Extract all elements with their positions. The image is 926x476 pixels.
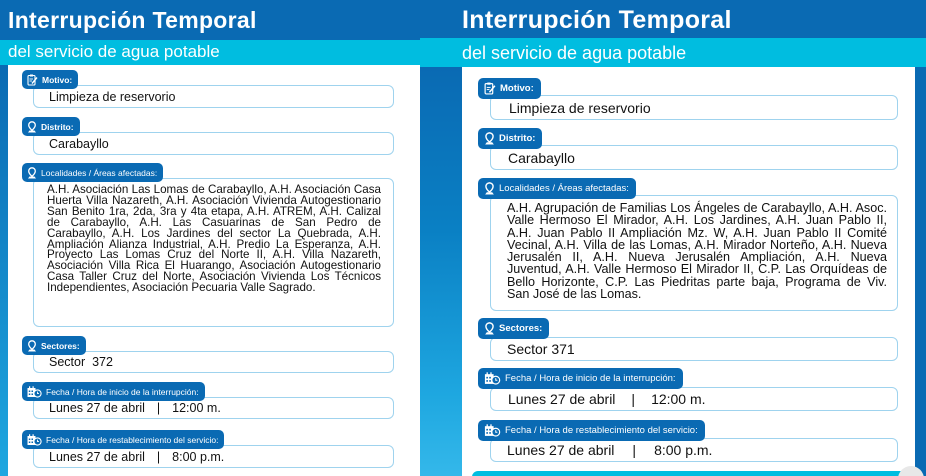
inicio-box	[490, 387, 898, 411]
distrito-box	[33, 132, 394, 155]
localidades-label: Localidades / Áreas afectadas:	[41, 167, 158, 178]
notice-subtitle: del servicio de agua potable	[0, 40, 420, 65]
sectores-box	[33, 351, 394, 373]
restablecimiento-label: Fecha / Hora de restablecimiento del servicio:	[505, 425, 698, 436]
side-strip	[420, 67, 462, 476]
inicio-label: Fecha / Hora de inicio de la interrupción:	[46, 386, 199, 397]
sectores-box	[490, 337, 898, 361]
sectores-value: Sector 372	[49, 355, 113, 369]
right-edge-strip	[915, 67, 926, 476]
inicio-label-tab	[478, 368, 683, 389]
location-pin-icon	[484, 322, 495, 335]
localidades-box	[33, 178, 394, 327]
distrito-value: Carabayllo	[49, 137, 109, 151]
motivo-box	[33, 85, 394, 108]
restablecimiento-label: Fecha / Hora de restablecimiento del servicio:	[46, 434, 219, 445]
side-strip	[0, 65, 8, 476]
separator: |	[631, 391, 636, 407]
notice-title: Interrupción Temporal	[0, 0, 420, 40]
notice-card-left	[0, 0, 420, 476]
separator: |	[156, 401, 161, 415]
sectores-label: Sectores:	[41, 340, 80, 351]
distrito-box	[490, 145, 898, 170]
restablecimiento-label-tab	[478, 420, 705, 441]
localidades-label: Localidades / Áreas afectadas:	[499, 183, 629, 194]
motivo-label-tab	[478, 78, 541, 99]
inicio-label-tab	[22, 382, 205, 401]
motivo-box	[490, 95, 898, 120]
location-pin-icon	[27, 167, 37, 179]
inicio-label: Fecha / Hora de inicio de la interrupción:	[505, 373, 676, 384]
localidades-label-tab	[478, 178, 636, 199]
restablecimiento-label-tab	[22, 430, 224, 449]
sectores-label: Sectores:	[499, 323, 543, 334]
sectores-label-tab	[22, 336, 86, 355]
localidades-value: A.H. Agrupación de Familias Los Ángeles de Carabayllo, A.H. Asoc. Valle Hermoso El Mirador, A.H. Los Jardines, A.H. Juan Pablo II, A.H. Juan Pablo II Ampliación Mz. W, A.H. Juan Pablo II Comité Vecinal, A.H. Villa de las Lomas, A.H. Mirador Norteño, A.H. Nueva Jerusalén II, A.H. Nueva Jerusalén Ampliación, A.H. Nueva Juventud, A.H. Valle Hermoso El Mirador II, C.P. Las Orquídeas de Bello Horizonte, C.P. Las Piedritas parte baja, Programa de Viv. San José de las Lomas.	[507, 201, 887, 302]
calendar-clock-icon	[484, 424, 501, 437]
distrito-label-tab	[478, 128, 542, 149]
motivo-label: Motivo:	[42, 74, 73, 85]
restablecimiento-box	[490, 438, 898, 462]
calendar-clock-icon	[484, 372, 501, 385]
sectores-value: Sector 371	[507, 341, 575, 357]
inicio-time: 12:00 m.	[651, 391, 706, 407]
inicio-date: Lunes 27 de abril	[49, 401, 145, 415]
distrito-label-tab	[22, 117, 80, 136]
calendar-clock-icon	[27, 434, 42, 446]
motivo-label-tab	[22, 70, 78, 89]
location-pin-icon	[484, 182, 495, 195]
inicio-date: Lunes 27 de abril	[508, 391, 616, 407]
separator: |	[156, 450, 161, 464]
separator: |	[632, 442, 637, 458]
inicio-value	[49, 401, 221, 415]
localidades-box	[490, 195, 898, 311]
distrito-label: Distrito:	[41, 121, 74, 132]
notice-card-right	[420, 0, 926, 476]
inicio-time: 12:00 m.	[172, 401, 221, 415]
clipboard-edit-icon	[484, 82, 496, 95]
motivo-label: Motivo:	[500, 83, 534, 94]
distrito-value: Carabayllo	[508, 150, 575, 166]
notice-subtitle: del servicio de agua potable	[420, 38, 926, 67]
location-pin-icon	[27, 121, 37, 133]
restablecimiento-date: Lunes 27 de abril	[507, 442, 615, 458]
restablecimiento-date: Lunes 27 de abril	[49, 450, 145, 464]
motivo-value: Limpieza de reservorio	[509, 100, 651, 116]
localidades-label-tab	[22, 163, 163, 182]
calendar-clock-icon	[27, 386, 42, 398]
restablecimiento-time: 8:00 p.m.	[172, 450, 225, 464]
restablecimiento-time: 8:00 p.m.	[654, 442, 713, 458]
location-pin-icon	[484, 132, 495, 145]
restablecimiento-value	[507, 442, 712, 458]
clipboard-edit-icon	[27, 74, 38, 86]
footer-bar	[472, 471, 912, 476]
localidades-value: A.H. Asociación Las Lomas de Carabayllo, A.H. Asociación Casa Huerta Villa Nazareth, A.H. Asociación Vivienda Autogestionario San Benito 1ra, 2da, 3ra y 4ta etapa, A.H. ATREM, A.H. Calizal de Carabayllo, A.H. Las Casuarinas de San Pedro de Carabayllo, A.H. Los Jardines del sector La Quebrada, A.H. Ampliación Alianza Industrial, A.H. Predio La Esperanza, A.H. Proyecto Las Lomas Cruz del Norte II, A.H. Villa Nazareth, Asociación Villa Rica El Huarango, Asociación Autogestionario Casa Taller Cruz del Norte, Asociación Vivienda Los Técnicos Independientes, Asociación Pecuaria Valle Sagrado.	[47, 183, 381, 295]
notice-title: Interrupción Temporal	[420, 0, 926, 38]
restablecimiento-value	[49, 450, 224, 464]
inicio-value	[508, 391, 706, 407]
location-pin-icon	[27, 340, 37, 352]
motivo-value: Limpieza de reservorio	[49, 90, 176, 104]
sectores-label-tab	[478, 318, 549, 339]
distrito-label: Distrito:	[499, 133, 536, 144]
